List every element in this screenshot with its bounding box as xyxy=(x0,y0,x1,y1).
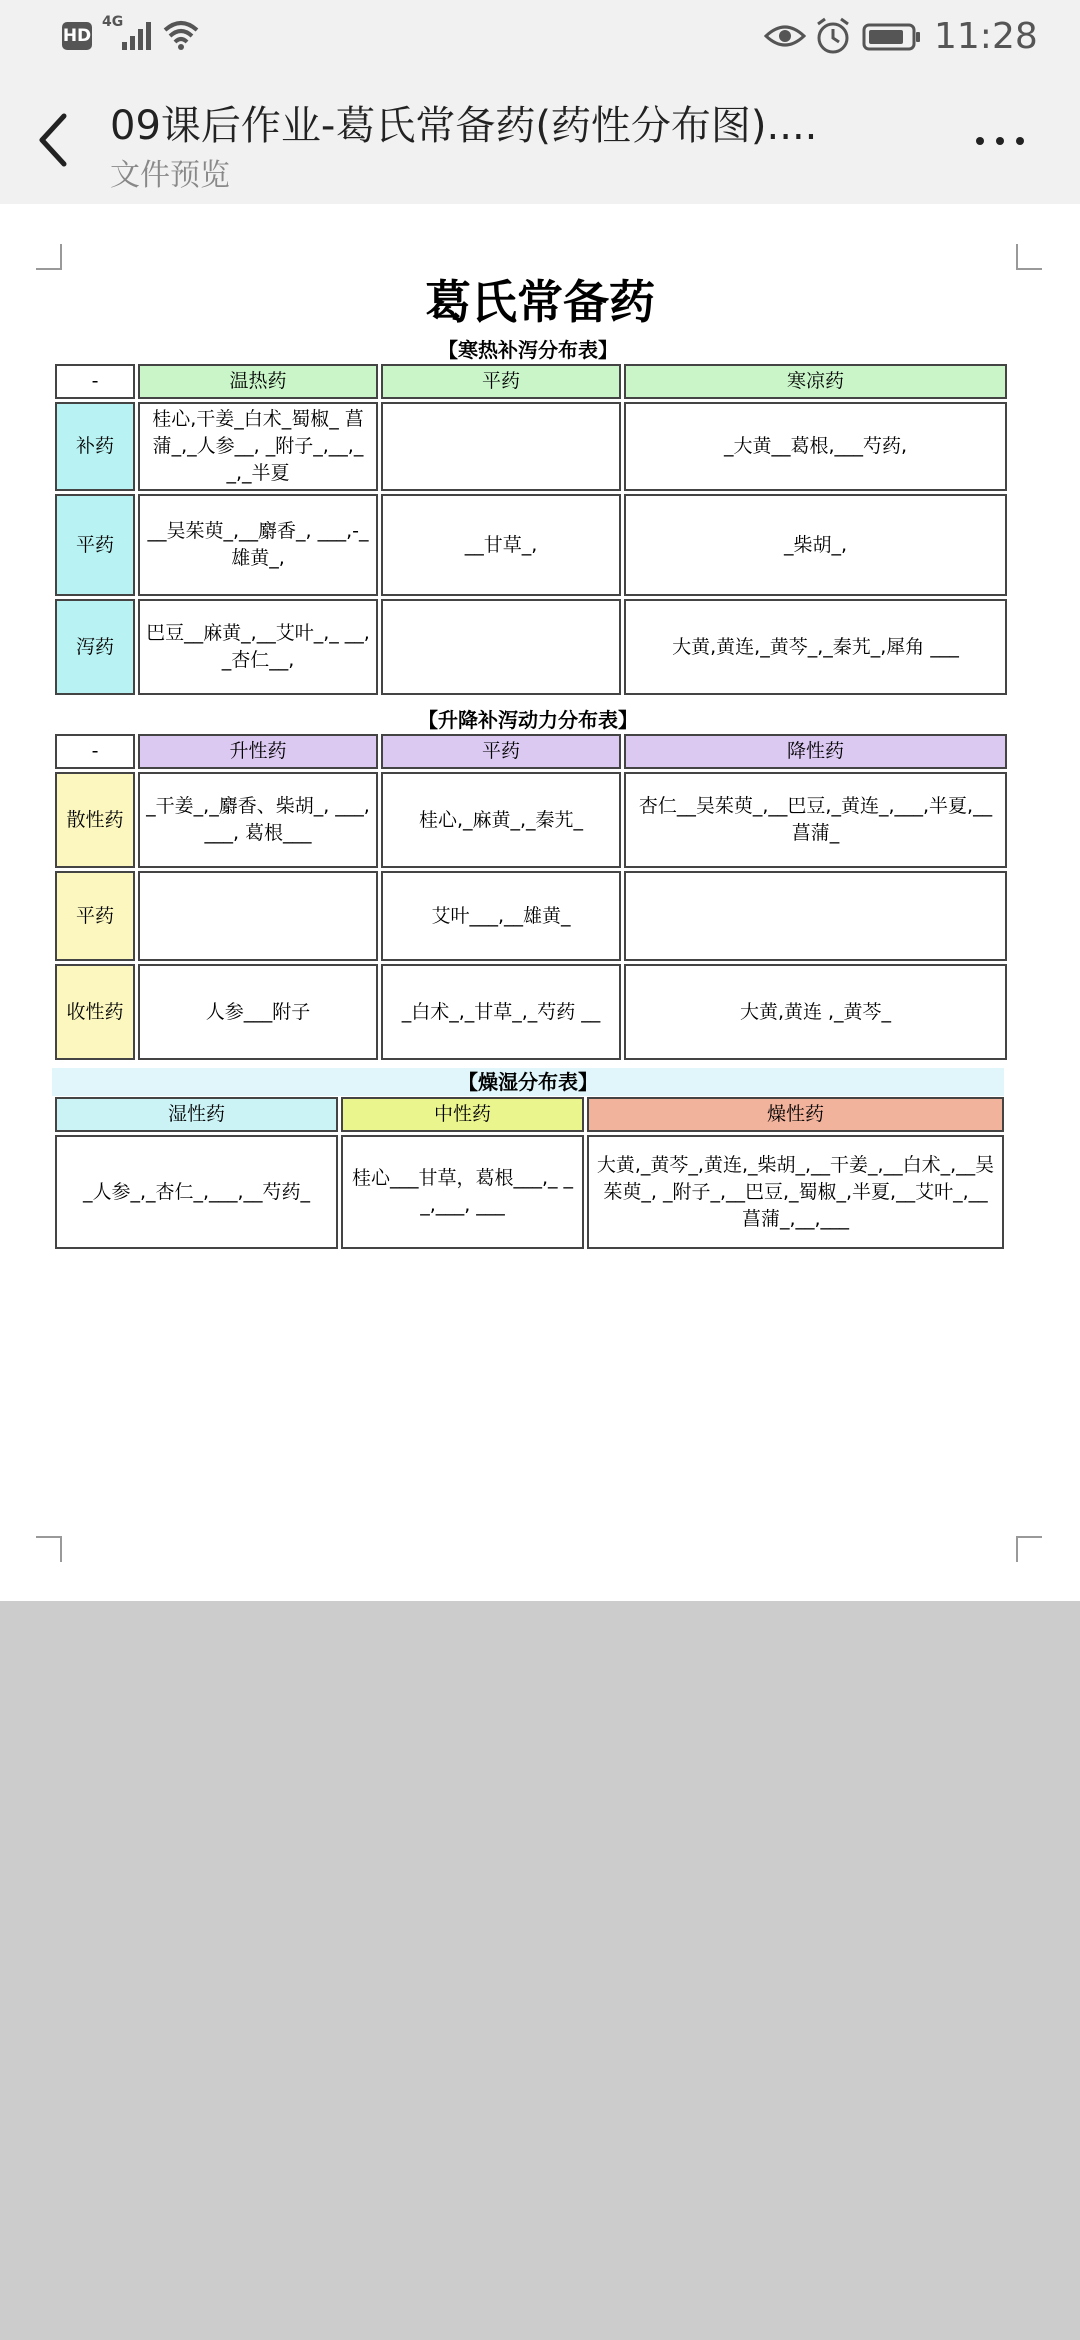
table3-caption: 【燥湿分布表】 xyxy=(52,1068,1004,1096)
table-row xyxy=(55,1135,1004,1249)
table-row xyxy=(55,871,1007,961)
row-label: 补药 xyxy=(55,402,135,491)
table-cell: 大黄,黄连 ,_黄芩_ xyxy=(624,964,1007,1060)
battery-icon xyxy=(862,22,922,52)
row-label: 泻药 xyxy=(55,599,135,695)
table-cell: 桂心,_麻黄_,_秦艽_ xyxy=(381,772,621,868)
file-preview-label: 文件预览 xyxy=(110,158,230,193)
network-type: 4G xyxy=(102,14,124,30)
table-row xyxy=(55,599,1007,695)
clock: 11:28 xyxy=(934,16,1038,57)
table-cell: 桂心___甘草，葛根___,_ __,___, ___ xyxy=(341,1135,584,1249)
wifi-icon xyxy=(162,18,200,52)
document-title: 葛氏常备药 xyxy=(425,275,655,329)
table-header-cell: - xyxy=(55,734,135,769)
page-corner-mark xyxy=(1016,1536,1042,1562)
table-header-row xyxy=(55,734,1007,769)
table-header-cell: 平药 xyxy=(381,364,621,399)
table-cell xyxy=(381,402,621,491)
viewer-background xyxy=(0,1601,1080,2340)
table-header-cell: 升性药 xyxy=(138,734,378,769)
dry-wet-table xyxy=(52,1094,1007,1252)
ascend-descend-table xyxy=(52,731,1010,1063)
table-header-row xyxy=(55,1097,1004,1132)
table-cell: _白术_,_甘草_,_芍药 __ xyxy=(381,964,621,1060)
app-header xyxy=(0,76,1080,204)
table-row xyxy=(55,402,1007,491)
table-cell: 巴豆__麻黄_,__艾叶_,_ __,_杏仁__, xyxy=(138,599,378,695)
table-header-cell: 寒凉药 xyxy=(624,364,1007,399)
table1-caption: 【寒热补泻分布表】 xyxy=(438,338,618,362)
table-cell xyxy=(138,871,378,961)
signal-icon xyxy=(120,20,154,52)
table-cell: _柴胡_, xyxy=(624,494,1007,596)
table-cell: __甘草_, xyxy=(381,494,621,596)
table-row xyxy=(55,772,1007,868)
table2-caption: 【升降补泻动力分布表】 xyxy=(418,708,638,732)
table-cell xyxy=(624,871,1007,961)
row-label: 收性药 xyxy=(55,964,135,1060)
status-bar xyxy=(0,0,1080,76)
table-header-cell: 温热药 xyxy=(138,364,378,399)
table-cell xyxy=(381,599,621,695)
page-corner-mark xyxy=(36,1536,62,1562)
row-label: 散性药 xyxy=(55,772,135,868)
table-row xyxy=(55,964,1007,1060)
table-cell: 杏仁__吴茱萸_,__巴豆,_黄连_,___,半夏,__菖蒲_ xyxy=(624,772,1007,868)
table-header-cell: 湿性药 xyxy=(55,1097,338,1132)
hd-badge: HD xyxy=(62,22,92,50)
alarm-icon xyxy=(814,16,852,56)
eye-comfort-icon xyxy=(764,20,806,52)
table-cell: 艾叶___,__雄黄_ xyxy=(381,871,621,961)
table-header-cell: 平药 xyxy=(381,734,621,769)
table-row xyxy=(55,494,1007,596)
table-cell: 人参___附子 xyxy=(138,964,378,1060)
table-cell: 大黄,黄连,_黄芩_,_秦艽_,犀角 ___ xyxy=(624,599,1007,695)
table-cell: 桂心,干姜_白术_蜀椒_ 菖蒲_,_人参__, _附子_,__,__,_半夏 xyxy=(138,402,378,491)
cold-heat-table xyxy=(52,361,1010,698)
table-cell: _人参_,_杏仁_,___,__芍药_ xyxy=(55,1135,338,1249)
file-title: 09课后作业-葛氏常备药(药性分布图).... xyxy=(110,103,818,149)
table-header-row xyxy=(55,364,1007,399)
table-header-cell: 燥性药 xyxy=(587,1097,1004,1132)
table-cell: 大黄,_黄芩_,黄连,_柴胡_,__干姜_,__白术_,__吴茱萸_, _附子_,__巴豆,_蜀椒_,半夏,__艾叶_,__菖蒲_,__,___ xyxy=(587,1135,1004,1249)
table-cell: _大黄__葛根,___芍药, xyxy=(624,402,1007,491)
table-header-cell: - xyxy=(55,364,135,399)
row-label: 平药 xyxy=(55,494,135,596)
more-options-icon[interactable] xyxy=(970,126,1030,156)
row-label: 平药 xyxy=(55,871,135,961)
document-page[interactable] xyxy=(0,204,1080,1601)
table-header-cell: 中性药 xyxy=(341,1097,584,1132)
table-cell: _干姜_,_麝香、柴胡_, ___,___, 葛根___ xyxy=(138,772,378,868)
table-cell: __吴茱萸_,__麝香_, ___,-_雄黄_, xyxy=(138,494,378,596)
back-icon[interactable] xyxy=(30,108,78,172)
table-header-cell: 降性药 xyxy=(624,734,1007,769)
